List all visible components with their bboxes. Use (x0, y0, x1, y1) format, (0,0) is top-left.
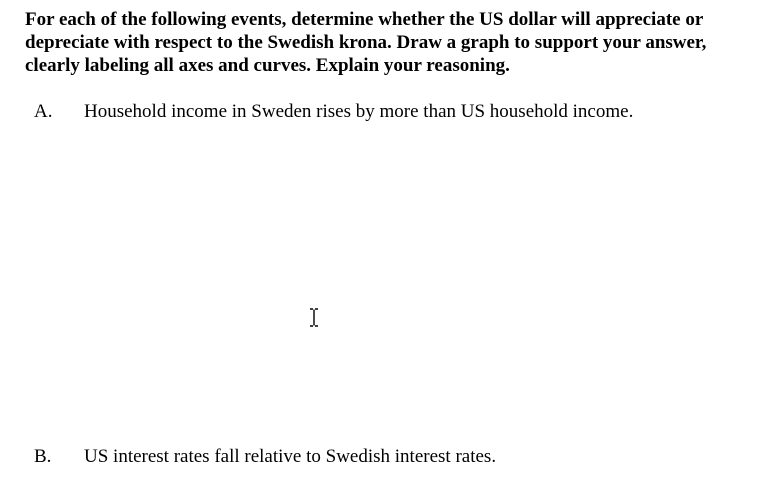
answer-area-a[interactable] (25, 132, 765, 432)
text-cursor-icon (309, 308, 319, 327)
question-a-text: Household income in Sweden rises by more than US household income. (84, 101, 634, 122)
question-b (34, 445, 496, 468)
question-a (34, 100, 633, 123)
question-a-letter: A. (34, 101, 53, 122)
instructions-text: For each of the following events, determine whether the US dollar will appreciate or depreciate with respect to the Swedish krona. Draw a graph to support your answer, clearly labeling all axes and curves. Explain your reasoning. (25, 9, 707, 76)
question-b-letter: B. (34, 446, 52, 467)
question-b-text: US interest rates fall relative to Swedish interest rates. (84, 446, 497, 467)
